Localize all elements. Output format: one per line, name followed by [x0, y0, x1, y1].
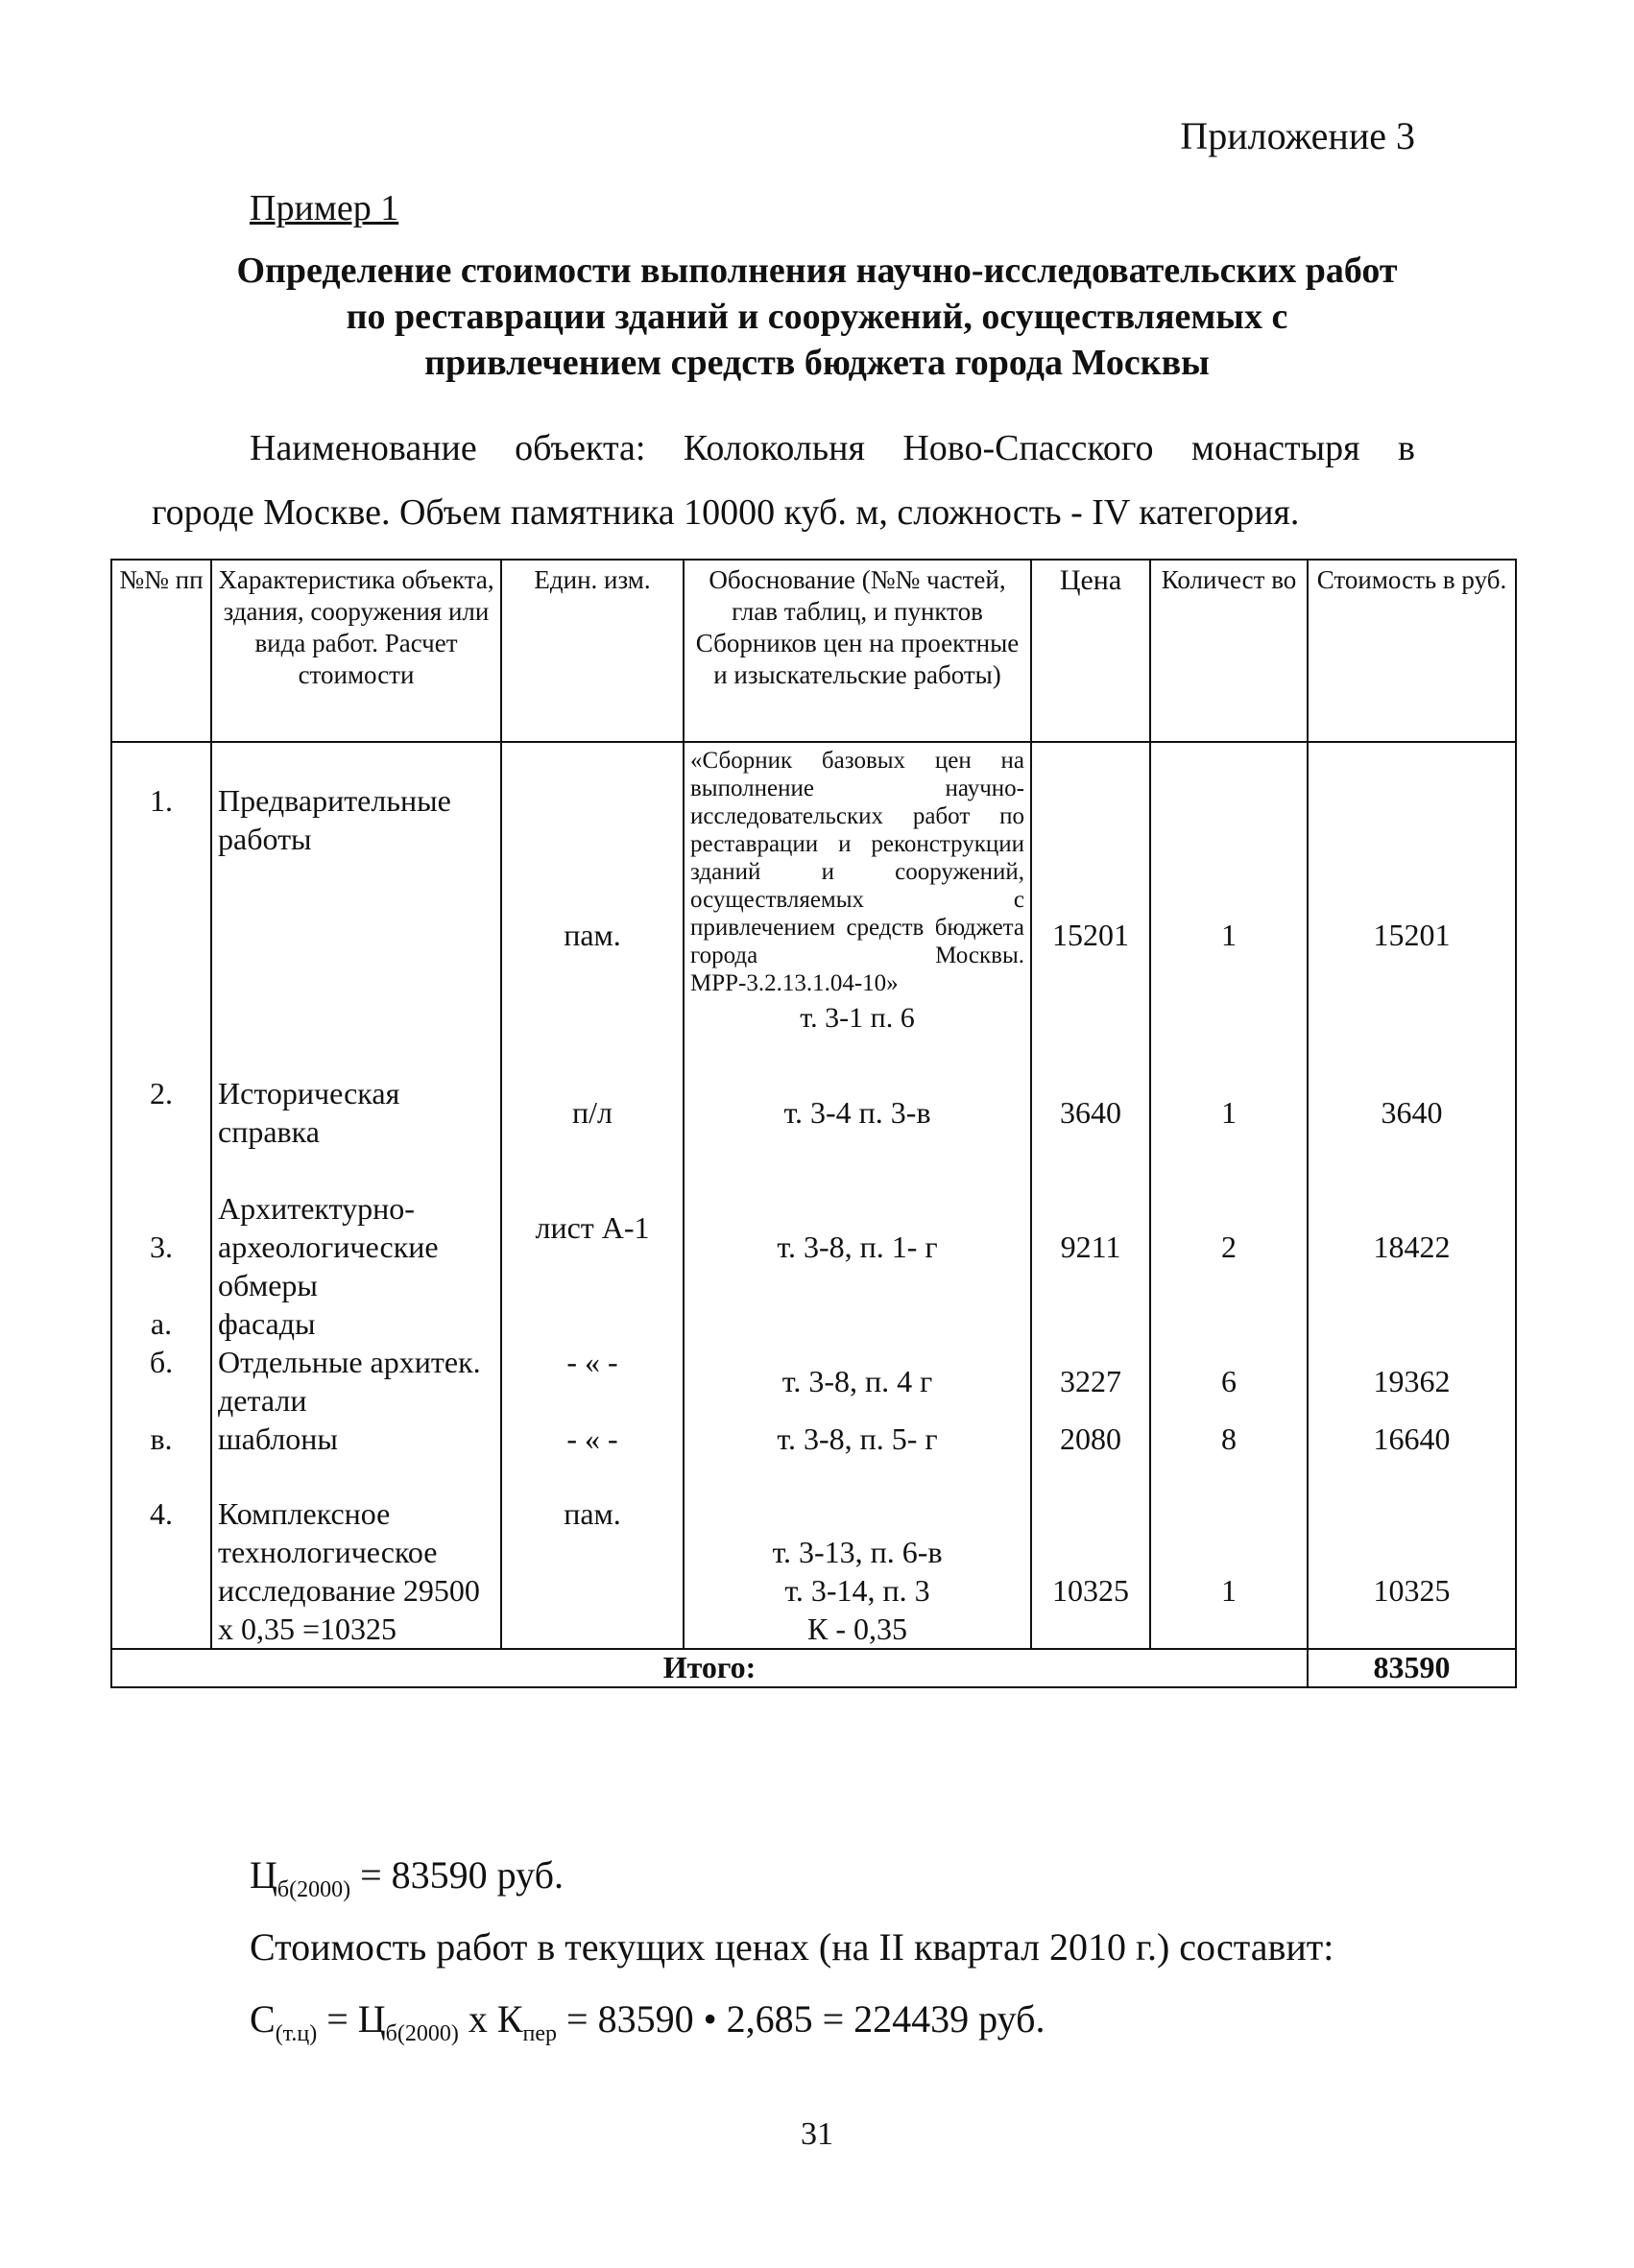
cell-cost: 19362	[1308, 1343, 1516, 1420]
cell-cost: 16640	[1308, 1420, 1516, 1458]
cell-cost: 18422	[1308, 1151, 1516, 1304]
cell-cost: 10325	[1308, 1458, 1516, 1649]
cell-price: 15201	[1031, 742, 1150, 1074]
f3-x: х К	[458, 1997, 523, 2041]
cell-price: 9211	[1031, 1151, 1150, 1304]
object-description-line-2: городе Москве. Объем памятника 10000 куб. м, сложность - IV категория.	[152, 492, 1300, 533]
current-price-statement: Стоимость работ в текущих ценах (на II квартал 2010 г.) составит:	[250, 1925, 1334, 1969]
cell-price: 3640	[1031, 1074, 1150, 1151]
object-description-line-1: Наименование объекта: Колокольня Ново-Спасского монастыря в	[250, 428, 1415, 468]
cell-desc: фасады	[211, 1304, 501, 1343]
cell-basis: т. 3-8, п. 4 г	[684, 1343, 1031, 1420]
basis-line-3: К - 0,35	[807, 1611, 907, 1646]
example-label: Пример 1	[250, 188, 399, 228]
appendix-label: Приложение 3	[1180, 114, 1415, 157]
header-unit: Един. изм.	[501, 560, 684, 742]
cell-num: 1.	[111, 742, 211, 1074]
cell-num: 4.	[111, 1458, 211, 1649]
cell-desc: Комплексное технологическое исследование 29500 х 0,35 =10325	[211, 1458, 501, 1649]
table-row	[111, 1420, 1516, 1458]
cell-num: а.	[111, 1304, 211, 1343]
cell-cost	[1308, 1304, 1516, 1343]
basis-line-1: т. 3-13, п. 6-в	[772, 1535, 943, 1569]
f1-value: = 83590 руб.	[350, 1853, 564, 1897]
cell-basis: т. 3-8, п. 5- г	[684, 1420, 1031, 1458]
cell-num: в.	[111, 1420, 211, 1458]
document-title	[0, 248, 1634, 386]
title-line-3: привлечением средств бюджета города Москвы	[424, 343, 1210, 383]
cell-unit: пам.	[501, 1458, 684, 1649]
cell-desc: Историческая справка	[211, 1074, 501, 1151]
cell-desc: Предварительные работы	[211, 742, 501, 1074]
cell-num: б.	[111, 1343, 211, 1420]
cell-basis: т. 3-8, п. 1- г	[684, 1151, 1031, 1304]
total-value: 83590	[1308, 1649, 1516, 1687]
cell-price: 2080	[1031, 1420, 1150, 1458]
cell-price: 3227	[1031, 1343, 1150, 1420]
cell-basis	[684, 1458, 1031, 1649]
f3-c: С	[250, 1997, 276, 2041]
cell-qty: 1	[1150, 742, 1308, 1074]
cell-cost: 15201	[1308, 742, 1516, 1074]
page-number: 31	[801, 2116, 833, 2152]
cell-qty: 1	[1150, 1458, 1308, 1649]
cell-unit: - « -	[501, 1343, 684, 1420]
cell-cost: 3640	[1308, 1074, 1516, 1151]
cell-basis: т. 3-4 п. 3-в	[684, 1074, 1031, 1151]
cell-qty: 1	[1150, 1074, 1308, 1151]
table-row	[111, 1151, 1516, 1304]
table-row	[111, 1343, 1516, 1420]
f1-subscript: б(2000)	[276, 1877, 351, 1902]
basis-line-2: т. 3-14, п. 3	[784, 1573, 930, 1608]
cell-desc: Отдельные архитек. детали	[211, 1343, 501, 1420]
table-header-row	[111, 560, 1516, 742]
cell-num: 2.	[111, 1074, 211, 1151]
f3-b-sub: б(2000)	[385, 2021, 459, 2046]
formula-base-price	[250, 1852, 564, 1903]
basis-note: «Сборник базовых цен на выполнение научно-исследовательских работ по реставрации и реконструкции зданий и сооружений, осуществляемых с привлечением средств бюджета города Москвы. МРР-3.2.13.1.04-10»	[690, 748, 1024, 996]
total-label: Итого:	[111, 1649, 1308, 1687]
cell-basis	[684, 742, 1031, 1074]
formula-current-price	[250, 1996, 1045, 2047]
header-price: Цена	[1031, 560, 1150, 742]
cell-qty: 8	[1150, 1420, 1308, 1458]
cell-num: 3.	[111, 1151, 211, 1304]
cell-price: 10325	[1031, 1458, 1150, 1649]
table-row	[111, 1074, 1516, 1151]
cell-qty	[1150, 1304, 1308, 1343]
title-line-1: Определение стоимости выполнения научно-исследовательских работ	[236, 251, 1398, 291]
cell-desc: шаблоны	[211, 1420, 501, 1458]
cell-unit: - « -	[501, 1420, 684, 1458]
f3-c-sub: (т.ц)	[275, 2021, 318, 2046]
cell-basis	[684, 1304, 1031, 1343]
header-desc: Характеристика объекта, здания, сооружения или вида работ. Расчет стоимости	[211, 560, 501, 742]
f3-eq: = Ц	[317, 1997, 386, 2041]
table-row	[111, 742, 1516, 1074]
f3-k-sub: пер	[522, 2021, 558, 2046]
cell-unit: п/л	[501, 1074, 684, 1151]
cell-unit	[501, 1304, 684, 1343]
cell-unit: лист А-1	[501, 1151, 684, 1304]
header-qty: Количест во	[1150, 560, 1308, 742]
basis-ref: т. 3-1 п. 6	[800, 1002, 915, 1034]
cell-desc: Архитектурно-археологические обмеры	[211, 1151, 501, 1304]
cell-qty: 2	[1150, 1151, 1308, 1304]
header-num: №№ пп	[111, 560, 211, 742]
cost-table	[110, 559, 1517, 1688]
cell-unit: пам.	[501, 742, 684, 1074]
title-line-2: по реставрации зданий и сооружений, осуществляемых с	[346, 297, 1288, 337]
cell-price	[1031, 1304, 1150, 1343]
table-row	[111, 1304, 1516, 1343]
table-row	[111, 1458, 1516, 1649]
header-basis: Обоснование (№№ частей, глав таблиц, и пунктов Сборников цен на проектные и изыскательские работы)	[684, 560, 1031, 742]
f3-result: = 83590 • 2,685 = 224439 руб.	[557, 1997, 1045, 2041]
f1-symbol: Ц	[250, 1853, 277, 1897]
header-cost: Стоимость в руб.	[1308, 560, 1516, 742]
cell-qty: 6	[1150, 1343, 1308, 1420]
total-row	[111, 1649, 1516, 1687]
